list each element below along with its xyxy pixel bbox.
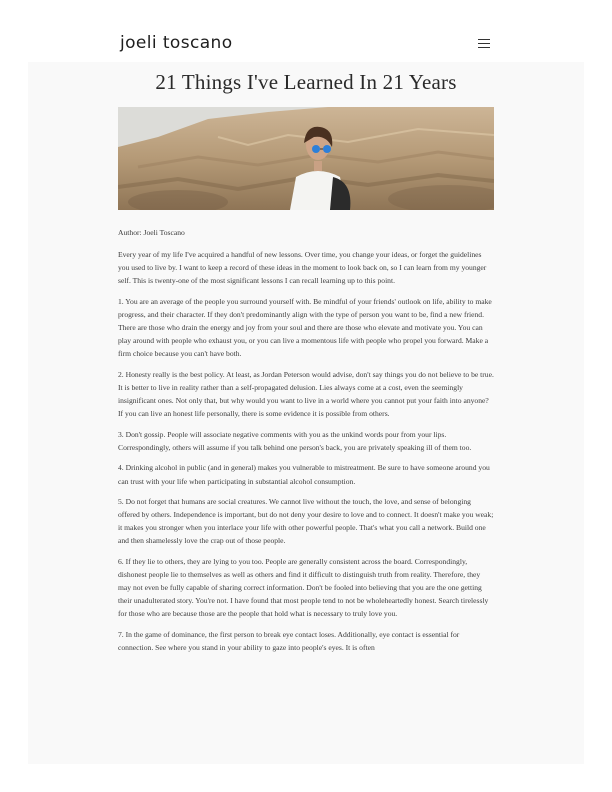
hero-image: [118, 107, 494, 210]
lesson-item: 3. Don't gossip. People will associate negative comments with you as the unkind words pour from your lips. Correspondingly, others will assume if you talk behind one person's back, you are privately speaking ill of them too.: [118, 429, 472, 452]
site-logo[interactable]: joeli toscano: [120, 33, 233, 53]
lesson-item: 6. If they lie to others, they are lying to you too. People are generally consistent across the board. Correspondingly, dishonest people lie to themselves as well as others and find it difficult to distinguish truth from reality. Therefore, they may not even be fully capable of sharing correct information. Don't be fooled into believing that you are the one getting their unadulterated story. You're not. I have found that most people tend to not be wholeheartedly honest. Search tirelessly for those who are because those are the people that hold what is necessary to truly love you.: [118, 556, 489, 619]
lesson-item: 1. You are an average of the people you surround yourself with. Be mindful of your friends' outlook on life, ability to make progress, and their character. If they don't predominantly align with the type of person you want to be, find a new friend. There are those who drain the energy and joy from your soul and there are those who elevate and motivate you. You can play around with people who exhaust you, or you can live a momentous life with people who propel you forward. Make a firm choice because you can't have both.: [118, 296, 492, 359]
lesson-item: 2. Honesty really is the best policy. At least, as Jordan Peterson would advise, don't say things you do not believe to be true. It is better to live in reality rather than a self-propagated delusion. Lies always come at a cost, even the seemingly insignificant ones. Not only that, but why would you want to live in a world where you cannot put your faith into anyone? If you can live an honest life personally, there is some evidence it is possible from others.: [118, 369, 494, 419]
page-title: 21 Things I've Learned In 21 Years: [155, 70, 457, 94]
article-intro: Every year of my life I've acquired a handful of new lessons. Over time, you change your ideas, or forget the guidelines you used to live by. I want to keep a record of these ideas in the moment to look back on, so I can learn from my younger self. This is twenty-one of the most significant lessons I can recall learning up to this point.: [118, 250, 487, 286]
menu-line: [478, 47, 490, 48]
article-author: Author: Joeli Toscano: [118, 228, 185, 237]
site-header: [0, 0, 612, 62]
menu-line: [478, 39, 490, 40]
article-body: [118, 226, 494, 662]
lesson-item: 7. In the game of dominance, the first person to break eye contact loses. Additionally, eye contact is essential for connection. See where you stand in your ability to gaze into people's eyes. It is often: [118, 629, 460, 653]
hamburger-menu-icon[interactable]: [478, 38, 490, 49]
bottom-fade: [28, 754, 584, 764]
menu-line: [478, 43, 490, 44]
content-panel: [28, 62, 584, 764]
lesson-item: 5. Do not forget that humans are social creatures. We cannot live without the touch, the love, and sense of belonging offered by others. Independence is important, but do not deny your desire to love and to connect. It doesn't make you weak; it makes you stronger when you interlace your life with other powerful people. That's what you call a network. Build one and then shamelessly love the crap out of those people.: [118, 497, 494, 546]
lesson-item: 4. Drinking alcohol in public (and in general) makes you vulnerable to mistreatment. Be sure to have someone around you can trust with your life when participating in substantial alcohol consumption.: [118, 463, 490, 486]
